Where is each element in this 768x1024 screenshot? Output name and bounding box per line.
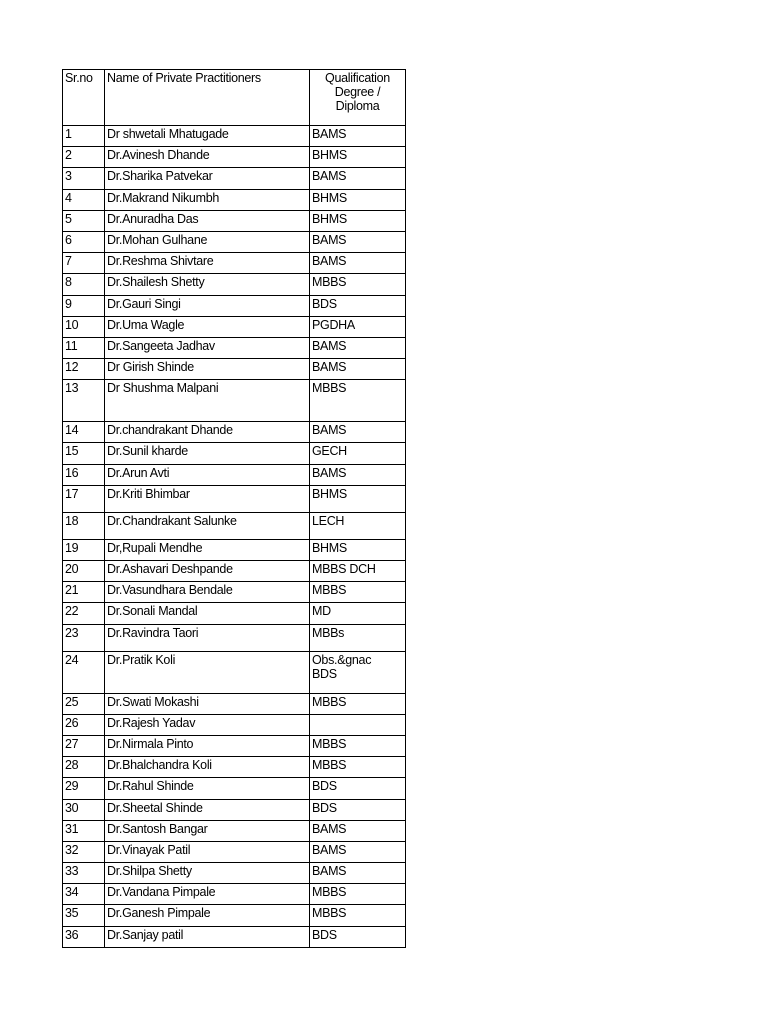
cell-qualification: MBBS xyxy=(310,757,406,778)
table-row xyxy=(63,561,406,582)
cell-qualification xyxy=(310,714,406,735)
cell-srno: 18 xyxy=(63,512,105,539)
cell-qualification: BAMS xyxy=(310,820,406,841)
cell-srno: 30 xyxy=(63,799,105,820)
cell-srno: 15 xyxy=(63,443,105,464)
cell-srno: 10 xyxy=(63,316,105,337)
cell-qualification: MBBS xyxy=(310,274,406,295)
cell-name: Dr Shushma Malpani xyxy=(105,380,310,422)
cell-qualification: BAMS xyxy=(310,168,406,189)
table-row xyxy=(63,147,406,168)
cell-name: Dr.Ashavari Deshpande xyxy=(105,561,310,582)
cell-name: Dr.Swati Mokashi xyxy=(105,693,310,714)
table-row xyxy=(63,693,406,714)
cell-name: Dr.Nirmala Pinto xyxy=(105,735,310,756)
cell-qualification: BAMS xyxy=(310,359,406,380)
cell-name: Dr.Arun Avti xyxy=(105,464,310,485)
header-name: Name of Private Practitioners xyxy=(105,70,310,126)
cell-name: Dr.Kriti Bhimbar xyxy=(105,485,310,512)
cell-srno: 26 xyxy=(63,714,105,735)
cell-srno: 9 xyxy=(63,295,105,316)
cell-srno: 4 xyxy=(63,189,105,210)
table-row xyxy=(63,443,406,464)
practitioners-table xyxy=(62,69,406,948)
cell-name: Dr.Uma Wagle xyxy=(105,316,310,337)
cell-qualification: BAMS xyxy=(310,863,406,884)
cell-srno: 6 xyxy=(63,231,105,252)
cell-qualification: MBBS xyxy=(310,735,406,756)
cell-name: Dr.Chandrakant Salunke xyxy=(105,512,310,539)
cell-srno: 11 xyxy=(63,337,105,358)
cell-name: Dr.Sunil kharde xyxy=(105,443,310,464)
table-row xyxy=(63,189,406,210)
cell-qualification: BAMS xyxy=(310,422,406,443)
cell-name: Dr.Shilpa Shetty xyxy=(105,863,310,884)
table-row xyxy=(63,422,406,443)
cell-srno: 5 xyxy=(63,210,105,231)
cell-qualification: BAMS xyxy=(310,464,406,485)
table-row xyxy=(63,210,406,231)
table-row xyxy=(63,126,406,147)
cell-qualification: BHMS xyxy=(310,485,406,512)
cell-name: Dr.Sanjay patil xyxy=(105,926,310,947)
cell-qualification: MBBS DCH xyxy=(310,561,406,582)
cell-srno: 28 xyxy=(63,757,105,778)
cell-name: Dr.Sharika Patvekar xyxy=(105,168,310,189)
cell-srno: 24 xyxy=(63,651,105,693)
table-row xyxy=(63,464,406,485)
cell-name: Dr.Mohan Gulhane xyxy=(105,231,310,252)
cell-qualification: BDS xyxy=(310,799,406,820)
cell-srno: 23 xyxy=(63,624,105,651)
cell-srno: 27 xyxy=(63,735,105,756)
cell-qualification: BDS xyxy=(310,926,406,947)
table-row xyxy=(63,905,406,926)
cell-qualification: BAMS xyxy=(310,231,406,252)
cell-name: Dr.Pratik Koli xyxy=(105,651,310,693)
table-row xyxy=(63,820,406,841)
cell-name: Dr.Sonali Mandal xyxy=(105,603,310,624)
cell-qualification: MBBS xyxy=(310,380,406,422)
cell-name: Dr Girish Shinde xyxy=(105,359,310,380)
cell-name: Dr.Rahul Shinde xyxy=(105,778,310,799)
cell-qualification: MD xyxy=(310,603,406,624)
table-row xyxy=(63,582,406,603)
cell-qualification: BHMS xyxy=(310,210,406,231)
table-row xyxy=(63,485,406,512)
cell-srno: 14 xyxy=(63,422,105,443)
table-row xyxy=(63,863,406,884)
cell-srno: 36 xyxy=(63,926,105,947)
cell-srno: 34 xyxy=(63,884,105,905)
table-row xyxy=(63,799,406,820)
cell-name: Dr.Vasundhara Bendale xyxy=(105,582,310,603)
table-row xyxy=(63,231,406,252)
cell-qualification: BHMS xyxy=(310,539,406,560)
cell-srno: 16 xyxy=(63,464,105,485)
cell-name: Dr.chandrakant Dhande xyxy=(105,422,310,443)
cell-name: Dr.Sangeeta Jadhav xyxy=(105,337,310,358)
table-row xyxy=(63,359,406,380)
header-qualification: Qualification Degree / Diploma xyxy=(310,70,406,126)
cell-srno: 20 xyxy=(63,561,105,582)
cell-name: Dr.Bhalchandra Koli xyxy=(105,757,310,778)
cell-qualification: PGDHA xyxy=(310,316,406,337)
cell-qualification: MBBs xyxy=(310,624,406,651)
cell-qualification: BAMS xyxy=(310,126,406,147)
cell-qualification: BAMS xyxy=(310,253,406,274)
table-row xyxy=(63,253,406,274)
table-row xyxy=(63,624,406,651)
cell-srno: 35 xyxy=(63,905,105,926)
cell-name: Dr.Avinesh Dhande xyxy=(105,147,310,168)
cell-srno: 29 xyxy=(63,778,105,799)
cell-qualification: BDS xyxy=(310,778,406,799)
cell-name: Dr,Rupali Mendhe xyxy=(105,539,310,560)
cell-srno: 32 xyxy=(63,841,105,862)
table-row xyxy=(63,884,406,905)
cell-name: Dr.Vinayak Patil xyxy=(105,841,310,862)
table-row xyxy=(63,539,406,560)
cell-name: Dr.Rajesh Yadav xyxy=(105,714,310,735)
cell-srno: 31 xyxy=(63,820,105,841)
cell-name: Dr.Anuradha Das xyxy=(105,210,310,231)
table-row xyxy=(63,316,406,337)
cell-name: Dr.Santosh Bangar xyxy=(105,820,310,841)
cell-srno: 22 xyxy=(63,603,105,624)
cell-qualification: MBBS xyxy=(310,582,406,603)
table-row xyxy=(63,651,406,693)
table-row xyxy=(63,757,406,778)
table-row xyxy=(63,926,406,947)
cell-srno: 13 xyxy=(63,380,105,422)
cell-srno: 21 xyxy=(63,582,105,603)
cell-srno: 33 xyxy=(63,863,105,884)
table-row xyxy=(63,714,406,735)
cell-srno: 3 xyxy=(63,168,105,189)
cell-srno: 12 xyxy=(63,359,105,380)
table-row xyxy=(63,778,406,799)
cell-qualification: MBBS xyxy=(310,884,406,905)
table-row xyxy=(63,512,406,539)
table-row xyxy=(63,380,406,422)
cell-srno: 17 xyxy=(63,485,105,512)
cell-name: Dr.Ravindra Taori xyxy=(105,624,310,651)
cell-name: Dr shwetali Mhatugade xyxy=(105,126,310,147)
table-row xyxy=(63,603,406,624)
table-row xyxy=(63,337,406,358)
table-row xyxy=(63,841,406,862)
cell-name: Dr.Ganesh Pimpale xyxy=(105,905,310,926)
cell-srno: 7 xyxy=(63,253,105,274)
cell-qualification: BHMS xyxy=(310,147,406,168)
cell-qualification: Obs.&gnac BDS xyxy=(310,651,406,693)
cell-srno: 19 xyxy=(63,539,105,560)
cell-qualification: BAMS xyxy=(310,337,406,358)
cell-name: Dr.Shailesh Shetty xyxy=(105,274,310,295)
cell-qualification: MBBS xyxy=(310,905,406,926)
cell-srno: 2 xyxy=(63,147,105,168)
cell-name: Dr.Makrand Nikumbh xyxy=(105,189,310,210)
table-row xyxy=(63,295,406,316)
cell-name: Dr.Gauri Singi xyxy=(105,295,310,316)
cell-name: Dr.Reshma Shivtare xyxy=(105,253,310,274)
cell-name: Dr.Sheetal Shinde xyxy=(105,799,310,820)
cell-qualification: BHMS xyxy=(310,189,406,210)
table-row xyxy=(63,274,406,295)
cell-name: Dr.Vandana Pimpale xyxy=(105,884,310,905)
header-srno: Sr.no xyxy=(63,70,105,126)
cell-qualification: MBBS xyxy=(310,693,406,714)
cell-qualification: BDS xyxy=(310,295,406,316)
cell-qualification: BAMS xyxy=(310,841,406,862)
table-body xyxy=(63,126,406,948)
cell-qualification: GECH xyxy=(310,443,406,464)
cell-qualification: LECH xyxy=(310,512,406,539)
table-row xyxy=(63,735,406,756)
cell-srno: 25 xyxy=(63,693,105,714)
header-row xyxy=(63,70,406,126)
table-row xyxy=(63,168,406,189)
cell-srno: 1 xyxy=(63,126,105,147)
cell-srno: 8 xyxy=(63,274,105,295)
